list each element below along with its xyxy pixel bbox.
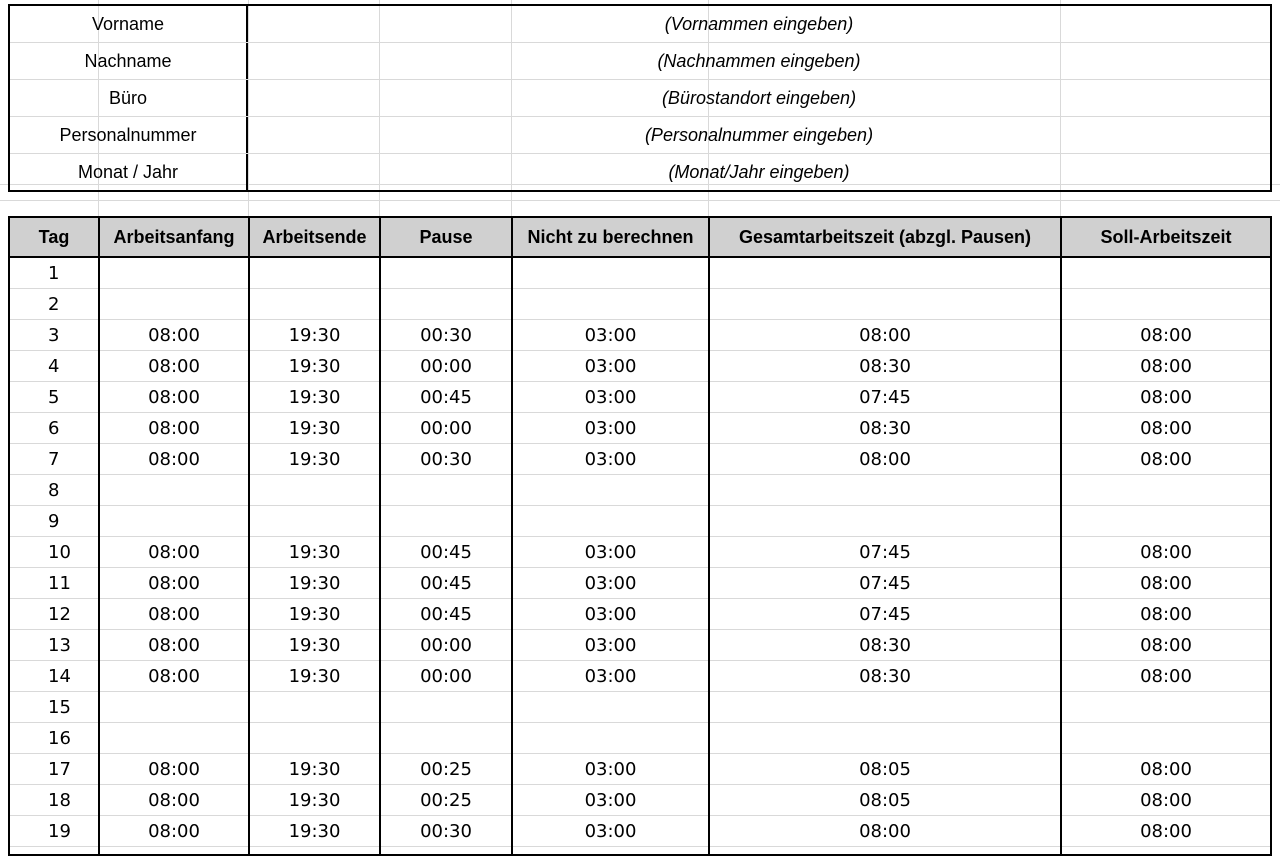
cell-gesamtarbeitszeit[interactable] <box>710 475 1060 505</box>
cell-tag: 11 <box>48 573 71 594</box>
table-header-row <box>10 218 1270 258</box>
cell-soll-arbeitszeit[interactable]: 08:00 <box>1140 604 1192 625</box>
table-row <box>10 630 1270 661</box>
table-row <box>10 723 1270 754</box>
cell-nicht-zu-berechnen[interactable] <box>513 258 708 288</box>
cell-soll-arbeitszeit[interactable]: 08:00 <box>1140 356 1192 377</box>
cell-arbeitsanfang[interactable]: 08:00 <box>148 666 200 687</box>
cell-arbeitsanfang[interactable] <box>100 289 248 319</box>
cell-tag: 15 <box>48 697 71 718</box>
cell-soll-arbeitszeit[interactable]: 08:00 <box>1140 759 1192 780</box>
table-row <box>10 599 1270 630</box>
cell-arbeitsanfang[interactable] <box>100 506 248 536</box>
cell-gesamtarbeitszeit[interactable] <box>710 289 1060 319</box>
cell-pause[interactable]: 00:30 <box>420 821 472 842</box>
cell-pause[interactable] <box>381 723 511 753</box>
cell-pause[interactable]: 00:25 <box>420 759 472 780</box>
cell-gesamtarbeitszeit[interactable] <box>710 258 1060 288</box>
cell-gesamtarbeitszeit[interactable]: 08:30 <box>859 635 911 656</box>
cell-soll-arbeitszeit[interactable] <box>1062 692 1270 722</box>
info-row-last-name <box>10 42 1270 79</box>
info-label: Nachname <box>10 43 248 79</box>
cell-arbeitsanfang[interactable]: 08:00 <box>148 821 200 842</box>
cell-nicht-zu-berechnen[interactable]: 03:00 <box>584 759 637 780</box>
cell-soll-arbeitszeit[interactable] <box>1062 723 1270 753</box>
cell-pause[interactable]: 00:45 <box>420 604 472 625</box>
table-row <box>10 754 1270 785</box>
cell-gesamtarbeitszeit[interactable]: 08:00 <box>859 449 911 470</box>
cell-tag: 18 <box>48 790 71 811</box>
cell-tag: 10 <box>48 542 71 563</box>
cell-nicht-zu-berechnen[interactable]: 03:00 <box>584 790 637 811</box>
cell-arbeitsende[interactable]: 19:30 <box>288 542 341 563</box>
cell-arbeitsanfang[interactable]: 08:00 <box>148 573 200 594</box>
info-label: Personalnummer <box>10 117 248 153</box>
cell-nicht-zu-berechnen[interactable]: 03:00 <box>584 635 637 656</box>
cell-arbeitsende[interactable]: 19:30 <box>288 821 341 842</box>
cell-gesamtarbeitszeit[interactable] <box>710 692 1060 722</box>
cell-tag: 4 <box>48 356 60 377</box>
cell-gesamtarbeitszeit[interactable]: 08:05 <box>859 790 911 811</box>
cell-arbeitsende[interactable]: 19:30 <box>288 387 341 408</box>
header-arbeitsanfang: Arbeitsanfang <box>113 227 235 247</box>
cell-soll-arbeitszeit[interactable]: 08:00 <box>1140 821 1192 842</box>
table-row <box>10 568 1270 599</box>
info-label: Monat / Jahr <box>10 154 248 190</box>
cell-tag: 2 <box>48 294 60 315</box>
table-row <box>10 816 1270 847</box>
cell-pause[interactable]: 00:30 <box>420 449 472 470</box>
cell-arbeitsende[interactable]: 19:30 <box>288 325 341 346</box>
cell-nicht-zu-berechnen[interactable] <box>513 723 708 753</box>
cell-gesamtarbeitszeit[interactable] <box>710 723 1060 753</box>
table-row <box>10 444 1270 475</box>
cell-pause[interactable]: 00:00 <box>420 356 472 377</box>
column-border <box>248 218 250 856</box>
column-border <box>1060 218 1062 856</box>
cell-arbeitsende[interactable]: 19:30 <box>288 666 341 687</box>
cell-soll-arbeitszeit[interactable]: 08:00 <box>1140 573 1192 594</box>
cell-arbeitsanfang[interactable]: 08:00 <box>148 542 200 563</box>
table-row <box>10 537 1270 568</box>
table-row <box>10 785 1270 816</box>
cell-pause[interactable] <box>381 475 511 505</box>
cell-arbeitsende[interactable] <box>250 506 379 536</box>
cell-gesamtarbeitszeit[interactable]: 08:30 <box>859 418 911 439</box>
table-row <box>10 258 1270 289</box>
table-row <box>10 320 1270 351</box>
cell-tag: 1 <box>48 263 60 284</box>
cell-nicht-zu-berechnen[interactable]: 03:00 <box>584 418 637 439</box>
cell-arbeitsanfang[interactable] <box>100 475 248 505</box>
table-row <box>10 475 1270 506</box>
cell-pause[interactable] <box>381 692 511 722</box>
cell-arbeitsanfang[interactable]: 08:00 <box>148 635 200 656</box>
cell-nicht-zu-berechnen[interactable] <box>513 506 708 536</box>
cell-tag: 3 <box>48 325 60 346</box>
cell-nicht-zu-berechnen[interactable]: 03:00 <box>584 325 637 346</box>
cell-pause[interactable] <box>381 258 511 288</box>
table-row <box>10 351 1270 382</box>
cell-soll-arbeitszeit[interactable]: 08:00 <box>1140 418 1192 439</box>
header-soll-arbeitszeit: Soll-Arbeitszeit <box>1100 227 1232 247</box>
cell-pause[interactable] <box>381 289 511 319</box>
cell-arbeitsende[interactable]: 19:30 <box>288 573 341 594</box>
cell-gesamtarbeitszeit[interactable]: 08:30 <box>859 666 911 687</box>
cell-gesamtarbeitszeit[interactable]: 08:00 <box>859 821 911 842</box>
personnel-number-input[interactable]: (Personalnummer eingeben) <box>644 125 874 145</box>
cell-gesamtarbeitszeit[interactable]: 07:45 <box>859 542 911 563</box>
info-row-first-name <box>10 6 1270 42</box>
info-label: Vorname <box>10 6 248 42</box>
cell-tag: 12 <box>48 604 71 625</box>
cell-pause[interactable]: 00:45 <box>420 542 472 563</box>
cell-soll-arbeitszeit[interactable]: 08:00 <box>1140 387 1192 408</box>
cell-arbeitsende[interactable] <box>250 692 379 722</box>
table-row <box>10 506 1270 537</box>
cell-arbeitsanfang[interactable]: 08:00 <box>148 790 200 811</box>
table-row <box>10 661 1270 692</box>
cell-arbeitsanfang[interactable]: 08:00 <box>148 325 200 346</box>
cell-gesamtarbeitszeit[interactable]: 08:30 <box>859 356 911 377</box>
cell-arbeitsanfang[interactable]: 08:00 <box>148 449 200 470</box>
cell-arbeitsende[interactable]: 19:30 <box>288 604 341 625</box>
cell-tag: 16 <box>48 728 71 749</box>
header-nicht-zu-berechnen: Nicht zu berechnen <box>527 227 694 247</box>
cell-nicht-zu-berechnen[interactable]: 03:00 <box>584 387 637 408</box>
cell-soll-arbeitszeit[interactable]: 08:00 <box>1140 325 1192 346</box>
cell-soll-arbeitszeit[interactable]: 08:00 <box>1140 542 1192 563</box>
cell-arbeitsanfang[interactable]: 08:00 <box>148 759 200 780</box>
cell-nicht-zu-berechnen[interactable]: 03:00 <box>584 666 637 687</box>
cell-pause[interactable]: 00:00 <box>420 635 472 656</box>
cell-nicht-zu-berechnen[interactable]: 03:00 <box>584 573 637 594</box>
cell-pause[interactable]: 00:25 <box>420 790 472 811</box>
cell-pause[interactable]: 00:45 <box>420 573 472 594</box>
cell-arbeitsende[interactable]: 19:30 <box>288 635 341 656</box>
first-name-input[interactable]: (Vornammen eingeben) <box>664 14 854 34</box>
table-row <box>10 382 1270 413</box>
cell-gesamtarbeitszeit[interactable] <box>710 506 1060 536</box>
cell-tag: 7 <box>48 449 60 470</box>
cell-arbeitsanfang[interactable]: 08:00 <box>148 356 200 377</box>
cell-arbeitsanfang[interactable]: 08:00 <box>148 604 200 625</box>
header-arbeitsende: Arbeitsende <box>262 227 367 247</box>
header-gesamtarbeitszeit: Gesamtarbeitszeit (abzgl. Pausen) <box>738 227 1032 247</box>
time-tracking-table <box>8 216 1272 856</box>
cell-tag: 17 <box>48 759 71 780</box>
cell-pause[interactable]: 00:45 <box>420 387 472 408</box>
cell-nicht-zu-berechnen[interactable]: 03:00 <box>584 449 637 470</box>
cell-nicht-zu-berechnen[interactable]: 03:00 <box>584 821 637 842</box>
cell-gesamtarbeitszeit[interactable]: 08:00 <box>859 325 911 346</box>
cell-soll-arbeitszeit[interactable]: 08:00 <box>1140 635 1192 656</box>
cell-tag: 13 <box>48 635 71 656</box>
cell-nicht-zu-berechnen[interactable]: 03:00 <box>584 542 637 563</box>
cell-soll-arbeitszeit[interactable] <box>1062 289 1270 319</box>
table-row <box>10 413 1270 444</box>
table-row <box>10 692 1270 723</box>
cell-arbeitsende[interactable]: 19:30 <box>288 759 341 780</box>
cell-soll-arbeitszeit[interactable] <box>1062 475 1270 505</box>
cell-pause[interactable]: 00:00 <box>420 666 472 687</box>
cell-arbeitsende[interactable] <box>250 258 379 288</box>
cell-arbeitsende[interactable]: 19:30 <box>288 356 341 377</box>
cell-tag: 9 <box>48 511 60 532</box>
cell-arbeitsende[interactable] <box>250 289 379 319</box>
cell-nicht-zu-berechnen[interactable] <box>513 289 708 319</box>
cell-arbeitsende[interactable]: 19:30 <box>288 418 341 439</box>
cell-arbeitsende[interactable]: 19:30 <box>288 449 341 470</box>
office-input[interactable]: (Bürostandort eingeben) <box>661 88 857 108</box>
cell-arbeitsende[interactable]: 19:30 <box>288 790 341 811</box>
cell-pause[interactable] <box>381 506 511 536</box>
info-row-personnel-number <box>10 116 1270 153</box>
cell-tag: 19 <box>48 821 71 842</box>
column-border <box>708 218 710 856</box>
cell-soll-arbeitszeit[interactable]: 08:00 <box>1140 790 1192 811</box>
header-tag: Tag <box>38 227 70 247</box>
cell-soll-arbeitszeit[interactable]: 08:00 <box>1140 449 1192 470</box>
cell-arbeitsanfang[interactable]: 08:00 <box>148 387 200 408</box>
cell-arbeitsende[interactable] <box>250 723 379 753</box>
column-border <box>98 218 100 856</box>
cell-arbeitsanfang[interactable]: 08:00 <box>148 418 200 439</box>
cell-tag: 5 <box>48 387 60 408</box>
cell-gesamtarbeitszeit[interactable]: 08:05 <box>859 759 911 780</box>
cell-pause[interactable]: 00:00 <box>420 418 472 439</box>
cell-soll-arbeitszeit[interactable] <box>1062 258 1270 288</box>
cell-nicht-zu-berechnen[interactable] <box>513 692 708 722</box>
info-row-month-year <box>10 153 1270 190</box>
info-label: Büro <box>10 80 248 116</box>
cell-arbeitsende[interactable] <box>250 475 379 505</box>
cell-soll-arbeitszeit[interactable] <box>1062 506 1270 536</box>
column-border <box>511 218 513 856</box>
table-row <box>10 289 1270 320</box>
column-border <box>379 218 381 856</box>
cell-arbeitsanfang[interactable] <box>100 723 248 753</box>
info-row-office <box>10 79 1270 116</box>
header-pause: Pause <box>419 227 473 247</box>
cell-tag: 14 <box>48 666 71 687</box>
cell-soll-arbeitszeit[interactable]: 08:00 <box>1140 666 1192 687</box>
cell-pause[interactable]: 00:30 <box>420 325 472 346</box>
cell-tag: 8 <box>48 480 60 501</box>
employee-info-table <box>8 4 1272 192</box>
last-name-input[interactable]: (Nachnammen eingeben) <box>657 51 861 71</box>
cell-gesamtarbeitszeit[interactable]: 07:45 <box>859 604 911 625</box>
cell-arbeitsanfang[interactable] <box>100 692 248 722</box>
cell-gesamtarbeitszeit[interactable]: 07:45 <box>859 387 911 408</box>
cell-nicht-zu-berechnen[interactable] <box>513 475 708 505</box>
month-year-input[interactable]: (Monat/Jahr eingeben) <box>668 162 850 182</box>
cell-nicht-zu-berechnen[interactable]: 03:00 <box>584 356 637 377</box>
cell-arbeitsanfang[interactable] <box>100 258 248 288</box>
cell-tag: 6 <box>48 418 60 439</box>
gridline <box>0 200 1280 201</box>
cell-gesamtarbeitszeit[interactable]: 07:45 <box>859 573 911 594</box>
cell-nicht-zu-berechnen[interactable]: 03:00 <box>584 604 637 625</box>
